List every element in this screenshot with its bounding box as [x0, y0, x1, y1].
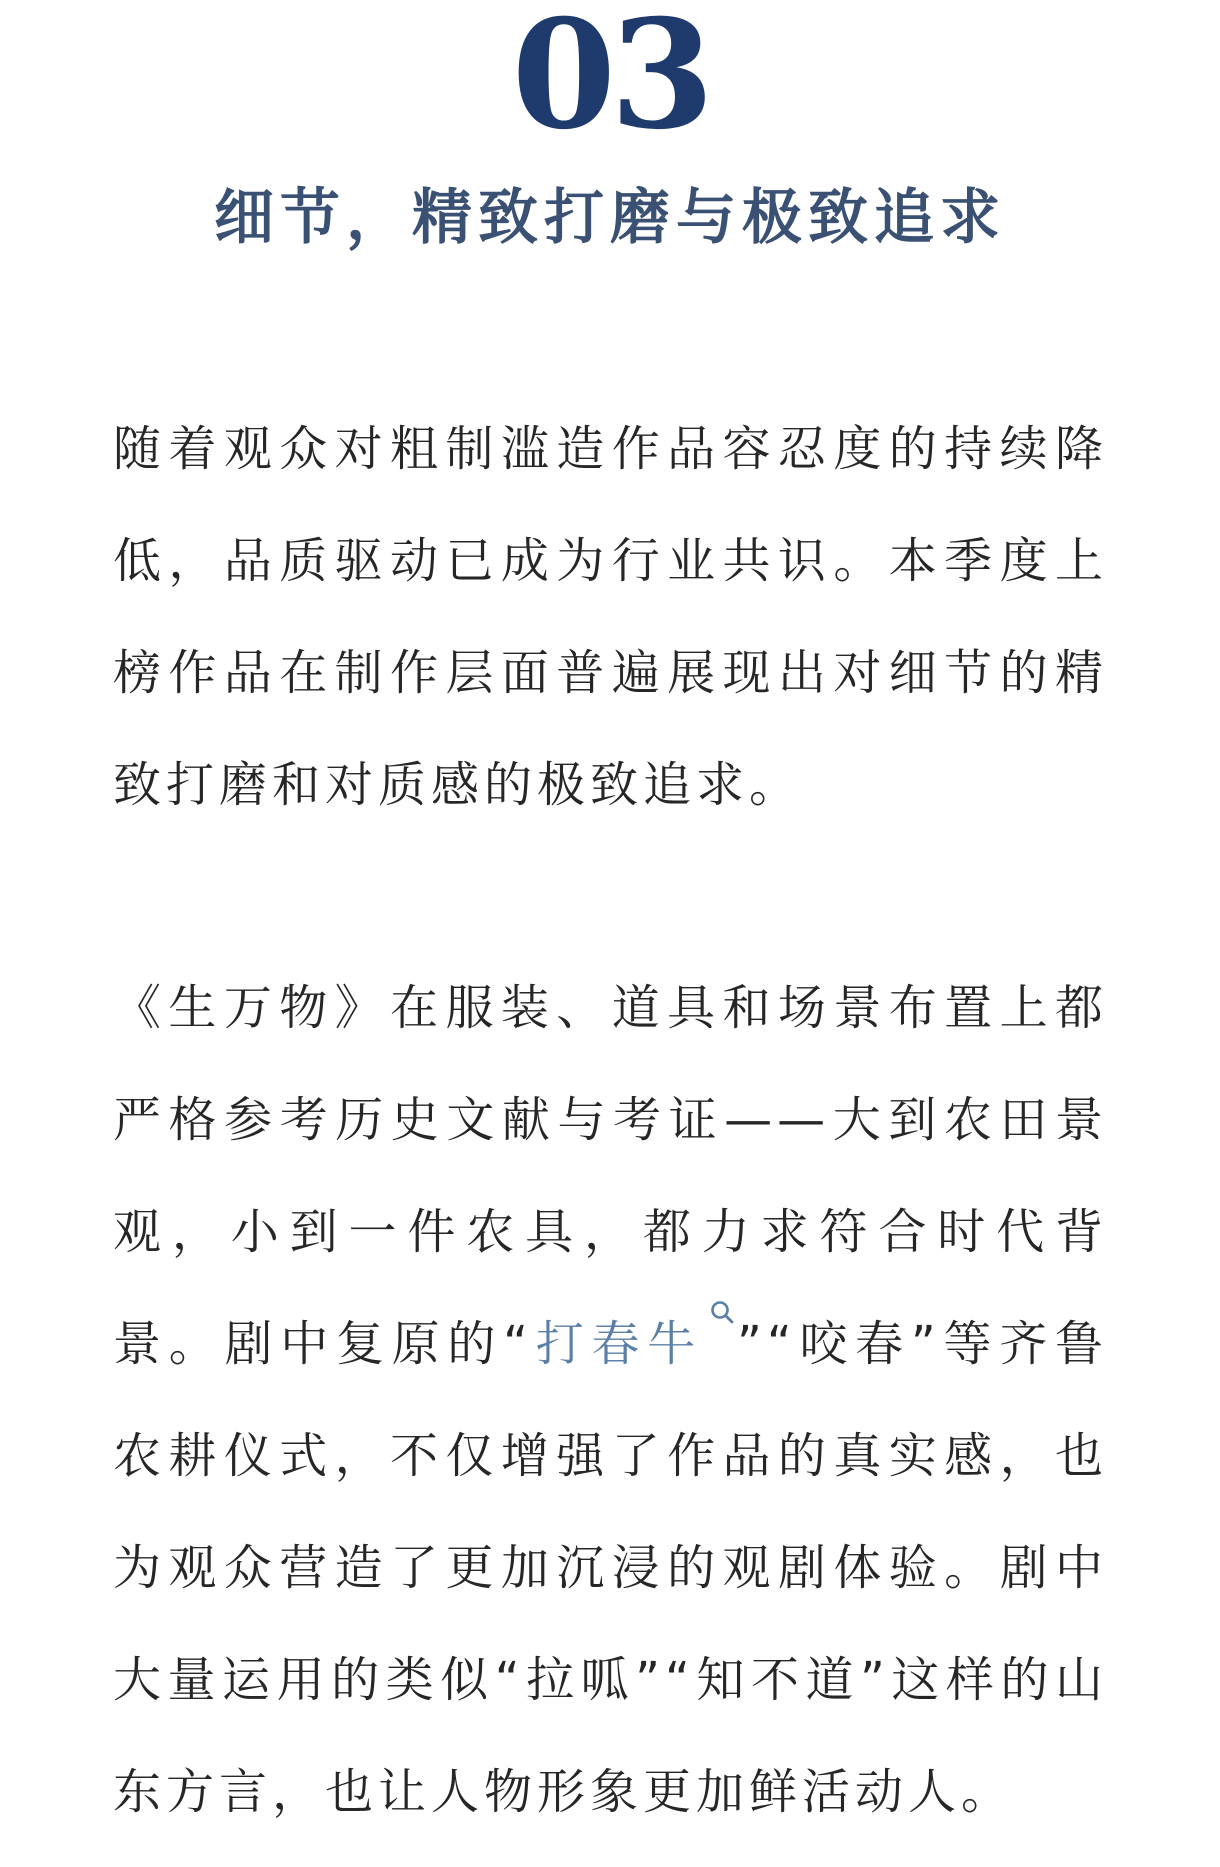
- search-link-da-chun-niu[interactable]: [533, 1316, 737, 1372]
- paragraph-2-text-before-link: 《生万物》在服装、道具和场景布置上都严格参考历史文献与考证——大到农田景观，小到一件农具，都力求符合时代背景。剧中复原的“: [113, 980, 1108, 1372]
- section-number: 03: [511, 0, 709, 163]
- search-link-label[interactable]: 打春牛: [533, 1316, 703, 1372]
- section-title: 细节，精致打磨与极致追求: [214, 183, 1006, 253]
- paragraph-1-text: 随着观众对粗制滥造作品容忍度的持续降低，品质驱动已成为行业共识。本季度上榜作品在制作层面普遍展现出对细节的精致打磨和对质感的极致追求。: [113, 421, 1108, 813]
- paragraph-2-text-after-link: ”“咬春”等齐鲁农耕仪式，不仅增强了作品的真实感，也为观众营造了更加沉浸的观剧体验。剧中大量运用的类似“拉呱”“知不道”这样的山东方言，也让人物形象更加鲜活动人。: [113, 1316, 1108, 1820]
- body-paragraph-1: [113, 393, 1108, 841]
- search-icon[interactable]: [709, 1313, 737, 1343]
- body-paragraph-2: [113, 952, 1108, 1848]
